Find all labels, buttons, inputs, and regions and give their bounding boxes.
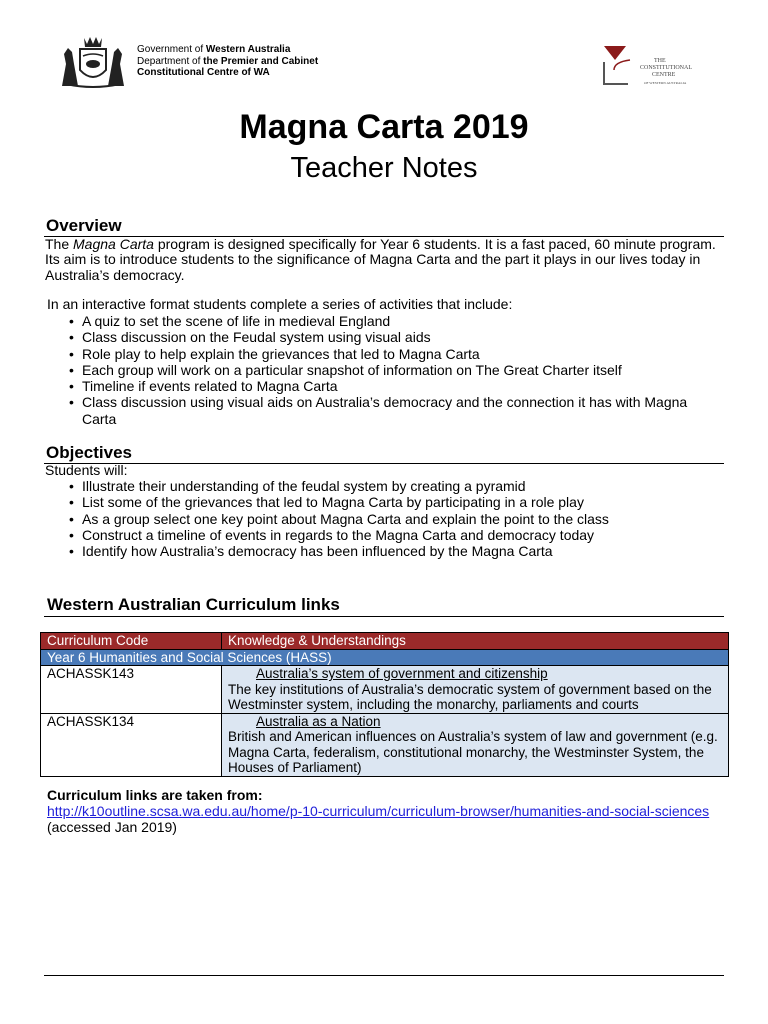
list-item: • Illustrate their understanding of the feudal system by creating a pyramid <box>66 478 716 494</box>
knowledge-cell <box>222 666 729 714</box>
curriculum-link[interactable]: http://k10outline.scsa.wa.edu.au/home/p-10-curriculum/curriculum-browser/humanities-and-social-sciences <box>47 803 710 819</box>
overview-activity-list <box>66 313 716 427</box>
table-row <box>41 713 729 776</box>
gov-line <box>137 44 318 56</box>
cc-logo-line3: CENTRE <box>652 72 676 78</box>
dept-prefix: Department of <box>137 55 204 67</box>
list-item: • Role play to help explain the grievances that led to Magna Carta <box>66 346 716 362</box>
curriculum-table <box>40 632 729 777</box>
objectives-list <box>66 478 716 559</box>
page-title: Magna Carta 2019 <box>239 108 529 146</box>
list-item: • List some of the grievances that led to Magna Carta by participating in a role play <box>66 494 716 510</box>
dept-bold: the Premier and Cabinet <box>203 55 319 67</box>
curriculum-links-heading: Curriculum links are taken from: <box>47 787 263 803</box>
cc-logo-line4: OF WESTERN AUSTRALIA <box>644 81 687 85</box>
knowledge-title: Australia as a Nation <box>256 713 381 729</box>
objectives-heading: Objectives <box>46 443 132 462</box>
list-item: • A quiz to set the scene of life in medieval England <box>66 313 716 329</box>
table-header-row <box>41 633 729 650</box>
knowledge-text: The key institutions of Australia’s democratic system of government based on the Westminster system, including the monarchy, parliaments and courts <box>228 681 712 712</box>
footer-rule <box>44 975 724 976</box>
overview-text-a: The <box>45 236 74 252</box>
cc-logo-line1: THE <box>654 58 666 64</box>
curriculum-rule <box>44 616 724 617</box>
table-row <box>41 666 729 714</box>
cc-logo-line2: CONSTITUTIONAL <box>640 65 692 71</box>
list-item: • Timeline if events related to Magna Carta <box>66 378 716 394</box>
overview-intro: In an interactive format students complete a series of activities that include: <box>47 296 513 312</box>
curriculum-code: ACHASSK143 <box>41 666 222 714</box>
overview-italic: Magna Carta <box>73 236 154 252</box>
list-item: • Each group will work on a particular snapshot of information on The Great Charter itself <box>66 362 716 378</box>
constitutional-centre-logo <box>600 44 710 88</box>
gov-bold: Western Australia <box>205 44 291 55</box>
list-item: • Identify how Australia’s democracy has been influenced by the Magna Carta <box>66 543 716 559</box>
overview-paragraph <box>45 237 725 283</box>
subject-label: Year 6 Humanities and Social Sciences (HASS) <box>41 649 729 666</box>
gov-prefix: Government of <box>137 44 206 55</box>
objectives-intro: Students will: <box>45 462 128 478</box>
page-subtitle: Teacher Notes <box>290 152 478 184</box>
overview-heading: Overview <box>46 216 122 235</box>
knowledge-text: British and American influences on Australia’s system of law and government (e.g. Magna Carta, federalism, constitutional monarchy, the Westminster System, the Houses of Parliament) <box>228 729 718 775</box>
accessed-note: (accessed Jan 2019) <box>47 819 177 835</box>
col-header-code: Curriculum Code <box>41 633 222 650</box>
centre-line <box>137 67 318 79</box>
col-header-knowledge: Knowledge & Understandings <box>222 633 729 650</box>
overview-text-b: program is designed specifically for Year 6 students. It is a fast paced, 60 minute program. Its aim is to introduce students to the significance of Magna Carta and the part it plays in our lives today in Australia’s democracy. <box>45 236 716 283</box>
dept-line <box>137 56 318 68</box>
list-item: • Class discussion on the Feudal system using visual aids <box>66 329 716 345</box>
list-item: • Construct a timeline of events in regards to the Magna Carta and democracy today <box>66 527 716 543</box>
list-item: • As a group select one key point about Magna Carta and explain the point to the class <box>66 511 716 527</box>
government-identity <box>137 44 318 79</box>
subject-row <box>41 649 729 666</box>
curriculum-code: ACHASSK134 <box>41 713 222 776</box>
list-item: • Class discussion using visual aids on Australia’s democracy and the connection it has with Magna Carta <box>66 394 702 427</box>
knowledge-title: Australia’s system of government and citizenship <box>256 666 548 681</box>
centre-name: Constitutional Centre of WA <box>137 67 270 78</box>
curriculum-heading: Western Australian Curriculum links <box>47 595 340 614</box>
wa-crest-logo <box>56 34 130 90</box>
knowledge-cell <box>222 713 729 776</box>
